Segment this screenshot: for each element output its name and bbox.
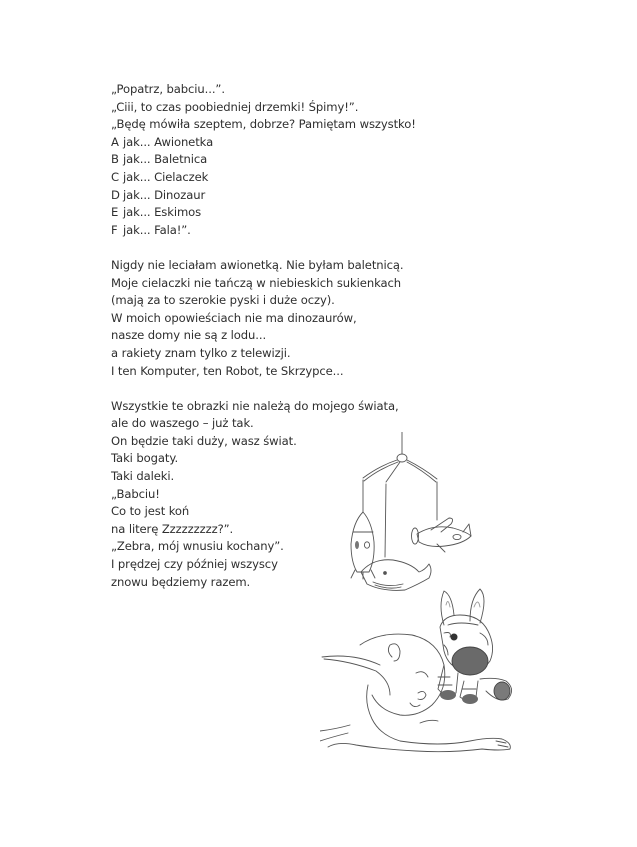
- baby-head: [360, 634, 445, 715]
- alphabet-line-e: [111, 204, 411, 222]
- poem-line: I ten Komputer, ten Robot, te Skrzypce...: [111, 363, 344, 378]
- alphabet-line-c: [111, 169, 411, 187]
- poem-line: Co to jest koń: [111, 504, 190, 519]
- alphabet-letter: A: [111, 134, 119, 149]
- poem-line: „Popatrz, babciu...”.: [111, 82, 225, 96]
- alphabet-text: jak... Cielaczek: [123, 169, 209, 184]
- alphabet-line-b: [111, 151, 411, 169]
- alphabet-text: jak... Eskimos: [123, 205, 202, 220]
- poem-line: (mają za to szerokie pyski i duże oczy).: [111, 293, 335, 308]
- mobile-arm-left: [363, 460, 397, 478]
- poem-line: Taki bogaty.: [111, 451, 179, 466]
- poem-line: „Zebra, mój wnusiu kochany”.: [111, 539, 284, 554]
- alphabet-letter: B: [111, 152, 119, 167]
- poem-line: „Ciii, to czas poobiedniej drzemki! Śpimy!”.: [111, 99, 359, 114]
- poem-line: Nigdy nie leciałam awionetką. Nie byłam baletnicą.: [111, 257, 404, 272]
- alphabet-letter: C: [111, 169, 119, 184]
- mobile-hub: [397, 454, 407, 462]
- alphabet-text: jak... Dinozaur: [123, 187, 206, 202]
- stanza-2: [111, 257, 411, 380]
- alphabet-text: jak... Baletnica: [123, 152, 208, 167]
- alphabet-letter: F: [111, 222, 118, 237]
- alphabet-text: jak... Awionetka: [123, 134, 214, 149]
- zebra-plush: [438, 589, 512, 704]
- poem-line: I prędzej czy później wszyscy: [111, 557, 278, 572]
- poem-line: Moje cielaczki nie tańczą w niebieskich sukienkach: [111, 275, 402, 290]
- poem-line: „Babciu!: [111, 486, 160, 501]
- alphabet-letter: D: [111, 187, 120, 202]
- alphabet-line-a: [111, 134, 411, 152]
- poem-line: On będzie taki duży, wasz świat.: [111, 433, 297, 448]
- alphabet-line-f: [111, 222, 411, 240]
- alphabet-text: jak... Fala!”.: [123, 222, 191, 237]
- sleeping-baby-with-zebra-illustration: [320, 585, 530, 760]
- alphabet-letter: E: [111, 205, 119, 220]
- stanza-1: [111, 81, 416, 239]
- poem-line: ale do waszego – już tak.: [111, 416, 254, 431]
- rocket-toy: [351, 512, 375, 579]
- poem-line: znowu będziemy razem.: [111, 574, 251, 589]
- mobile-arm-right: [407, 460, 437, 479]
- poem-line: W moich opowieściach nie ma dinozaurów,: [111, 310, 357, 325]
- baby-mobile-illustration: [345, 432, 475, 592]
- poem-line: a rakiety znam tylko z telewizji.: [111, 345, 291, 360]
- airplane-toy: [412, 518, 472, 552]
- poem-line: „Będę mówiła szeptem, dobrze? Pamiętam wszystko!: [111, 117, 416, 132]
- page-corner-mark: [612, 0, 637, 25]
- poem-line: Taki daleki.: [111, 469, 175, 484]
- alphabet-line-d: [111, 187, 411, 205]
- poem-line: na literę Zzzzzzzzz?”.: [111, 521, 234, 536]
- poem-line: Wszystkie te obrazki nie należą do mojego świata,: [111, 398, 399, 413]
- mobile-arm-middle: [386, 462, 400, 482]
- poem-line: nasze domy nie są z lodu...: [111, 328, 267, 343]
